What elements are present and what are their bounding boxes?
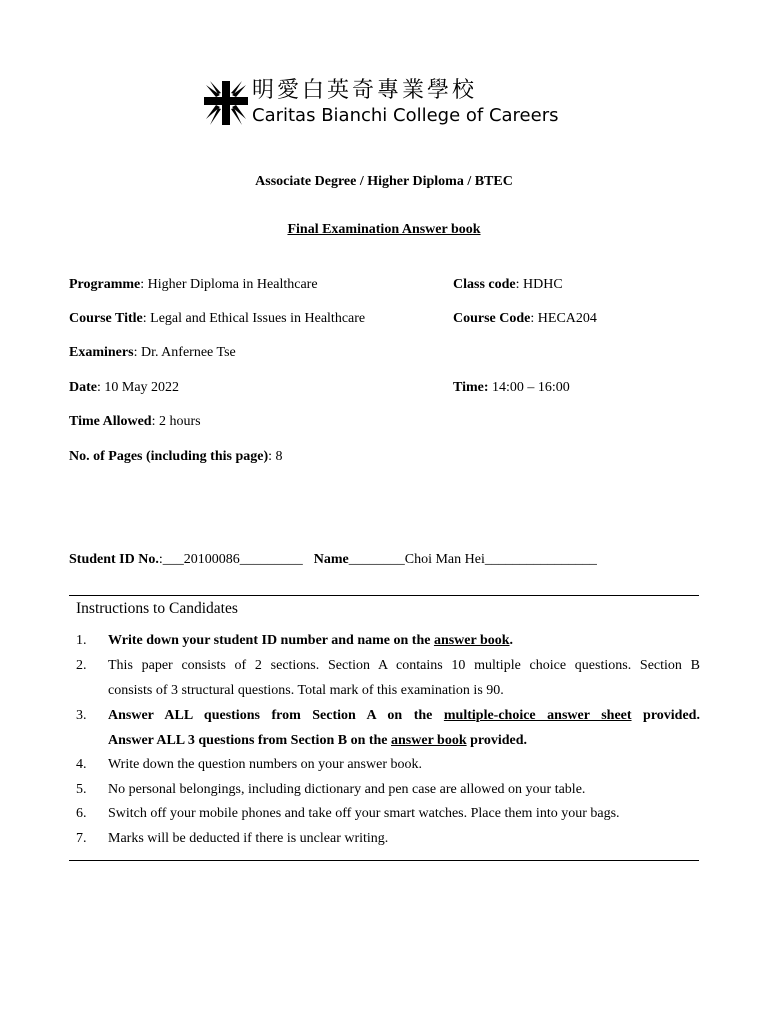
- instruction-text: Write down the question numbers on your answer book.: [108, 757, 422, 772]
- instruction-number: 4.: [76, 757, 87, 772]
- programme-row: [69, 276, 318, 294]
- pages-label: No. of Pages (including this page): [69, 449, 269, 464]
- time-value: 14:00 – 16:00: [488, 380, 570, 395]
- time-allowed-label: Time Allowed: [69, 414, 152, 429]
- examiners-value: : Dr. Anfernee Tse: [133, 345, 236, 360]
- course-title-label: Course Title: [69, 311, 143, 326]
- instruction-emphasis: answer book: [433, 633, 510, 648]
- pages-row: [69, 448, 283, 466]
- instruction-emphasis: multiple-choice answer sheet: [443, 708, 632, 723]
- instruction-text: Marks will be deducted if there is unclear writing.: [108, 831, 389, 846]
- time-allowed-row: [69, 413, 201, 431]
- class-code-label: Class code: [453, 277, 516, 292]
- instruction-text-line1: [108, 704, 700, 729]
- examiners-label: Examiners: [69, 345, 134, 360]
- college-english-name: Caritas Bianchi College of Careers: [252, 105, 559, 126]
- class-code-value: : HDHC: [515, 277, 563, 292]
- instruction-text-line1: This paper consists of 2 sections. Section A contains 10 multiple choice questions. Section B: [108, 658, 700, 673]
- instruction-number: 3.: [76, 708, 87, 723]
- student-name-label: Name: [313, 552, 349, 567]
- instruction-text-line2: [108, 729, 700, 754]
- instruction-number: 1.: [76, 633, 87, 648]
- student-id-label: Student ID No.: [69, 552, 159, 567]
- title-wrap: [0, 221, 768, 239]
- course-title-row: [69, 310, 365, 328]
- instruction-number: 6.: [76, 806, 87, 821]
- instruction-text-part: Answer ALL 3 questions from Section B on the: [108, 732, 392, 748]
- instruction-text-line2: consists of 3 structural questions. Total mark of this examination is 90.: [108, 682, 504, 698]
- instruction-number: 5.: [76, 782, 87, 797]
- instruction-emphasis: answer book: [391, 732, 467, 748]
- degree-line: Associate Degree / Higher Diploma / BTEC: [255, 174, 513, 189]
- instruction-item-4: [76, 753, 700, 778]
- instruction-text-part: provided.: [631, 708, 700, 723]
- instruction-item-1: [76, 629, 700, 654]
- instruction-text: Switch off your mobile phones and take off your smart watches. Place them into your bags.: [108, 806, 620, 821]
- instruction-text: No personal belongings, including dictionary and pen case are allowed on your table.: [108, 782, 586, 797]
- caritas-cross-logo-icon: [202, 79, 250, 127]
- instruction-text-part: .: [509, 633, 514, 648]
- instructions-bottom-rule: [69, 860, 699, 861]
- instruction-item-7: [76, 827, 700, 852]
- pages-value: : 8: [268, 449, 283, 464]
- class-code-row: [453, 276, 563, 294]
- instruction-text: [108, 629, 700, 654]
- instruction-text-part: provided.: [466, 732, 528, 748]
- course-code-row: [453, 310, 597, 328]
- programme-label: Programme: [69, 277, 141, 292]
- date-label: Date: [69, 380, 97, 395]
- instruction-item-2: [76, 654, 700, 703]
- instruction-item-3: [76, 704, 700, 753]
- college-chinese-name: 明愛白英奇專業學校: [252, 78, 478, 103]
- time-label: Time:: [453, 380, 489, 395]
- instructions-top-rule: [69, 595, 699, 596]
- course-code-value: : HECA204: [530, 311, 597, 326]
- instruction-number: 7.: [76, 831, 87, 846]
- date-row: [69, 379, 179, 397]
- instructions-title: Instructions to Candidates: [76, 600, 238, 617]
- student-name-value: ________Choi Man Hei________________: [348, 552, 597, 567]
- instruction-text-part: Write down your student ID number and name on the: [108, 633, 434, 648]
- document-title: Final Examination Answer book: [287, 222, 481, 237]
- instruction-item-6: [76, 802, 700, 827]
- examiners-row: [69, 344, 236, 362]
- student-id-value: :___20100086_________: [158, 552, 303, 567]
- time-allowed-value: : 2 hours: [151, 414, 201, 429]
- student-row: [69, 551, 597, 569]
- instruction-number: 2.: [76, 658, 87, 673]
- date-value: : 10 May 2022: [97, 380, 180, 395]
- course-code-label: Course Code: [453, 311, 531, 326]
- instruction-item-5: [76, 778, 700, 803]
- time-row: [453, 379, 570, 397]
- programme-value: : Higher Diploma in Healthcare: [140, 277, 318, 292]
- course-title-value: : Legal and Ethical Issues in Healthcare: [142, 311, 366, 326]
- instruction-text-part: Answer ALL questions from Section A on the: [108, 708, 444, 723]
